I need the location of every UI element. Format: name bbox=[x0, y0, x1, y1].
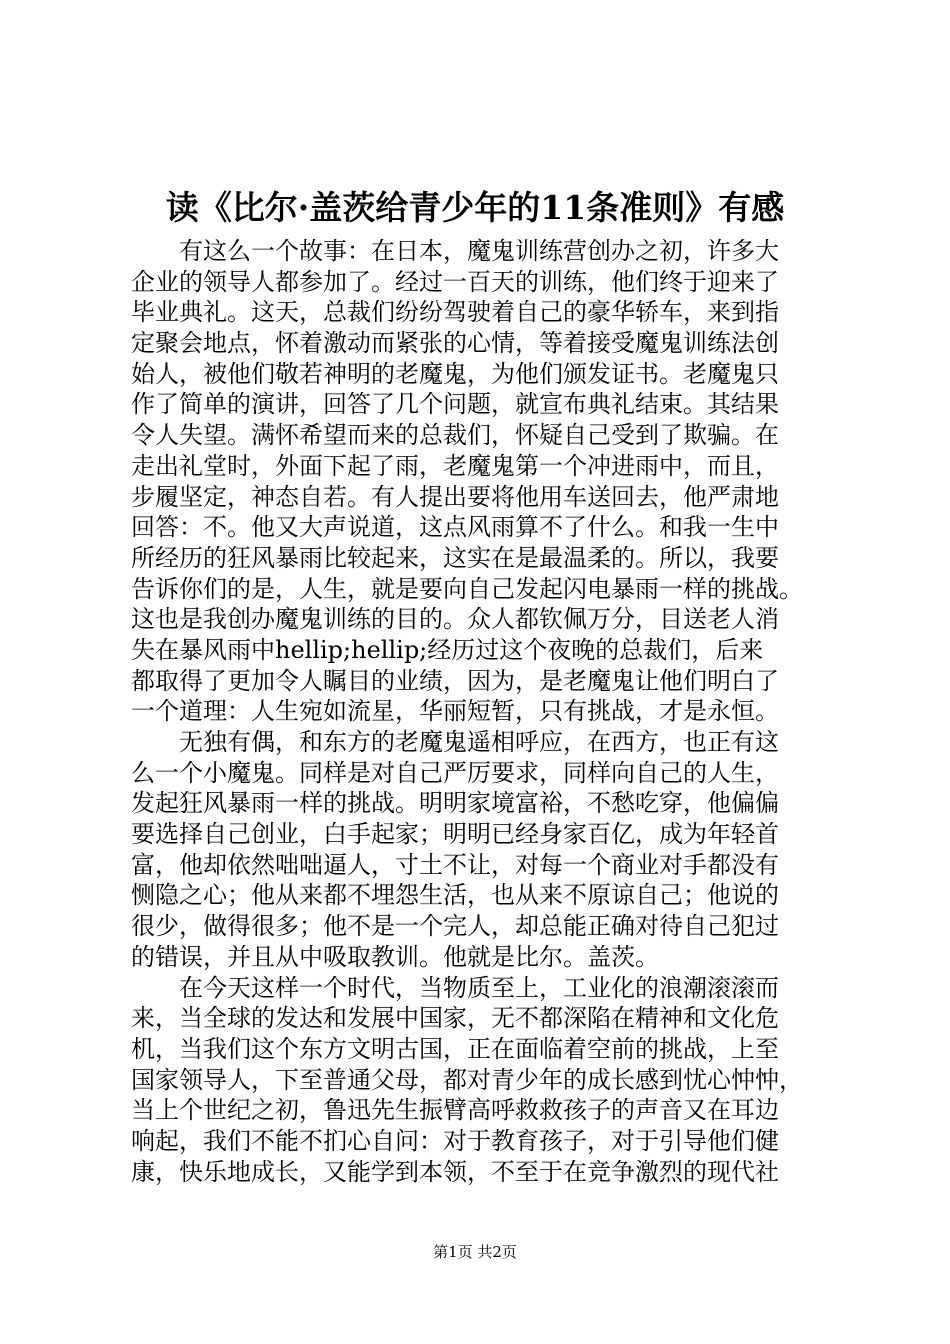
paragraph-2-line: 要选择自己创业，白手起家；明明已经身家百亿，成为年轻首 bbox=[131, 820, 779, 849]
paragraph-1-line: 毕业典礼。这天，总裁们纷纷驾驶着自己的豪华轿车，来到指 bbox=[131, 298, 779, 327]
paragraph-1-line: 定聚会地点，怀着激动而紧张的心情，等着接受魔鬼训练法创 bbox=[131, 329, 779, 358]
paragraph-1-line: 企业的领导人都参加了。经过一百天的训练，他们终于迎来了 bbox=[131, 267, 779, 296]
paragraph-2-line: 发起狂风暴雨一样的挑战。明明家境富裕，不愁吃穿，他偏偏 bbox=[131, 789, 779, 818]
paragraph-1-line: 一个道理：人生宛如流星，华丽短暂，只有挑战，才是永恒。 bbox=[131, 697, 779, 726]
paragraph-3-line: 机，当我们这个东方文明古国，正在面临着空前的挑战，上至 bbox=[131, 1034, 779, 1063]
paragraph-3-line: 来，当全球的发达和发展中国家，无不都深陷在精神和文化危 bbox=[131, 1004, 779, 1033]
paragraph-3-line: 响起，我们不能不扪心自问：对于教育孩子，对于引导他们健 bbox=[131, 1126, 779, 1155]
paragraph-1-line: 回答：不。他又大声说道，这点风雨算不了什么。和我一生中 bbox=[131, 513, 779, 542]
paragraph-3-line: 当上个世纪之初，鲁迅先生振臂高呼救救孩子的声音又在耳边 bbox=[131, 1096, 779, 1125]
paragraph-1-line: 走出礼堂时，外面下起了雨，老魔鬼第一个冲进雨中，而且， bbox=[131, 451, 779, 480]
paragraph-3-line: 在今天这样一个时代，当物质至上，工业化的浪潮滚滚而 bbox=[179, 973, 779, 1002]
paragraph-2-line: 恻隐之心；他从来都不埋怨生活，也从来不原谅自己；他说的 bbox=[131, 881, 779, 910]
paragraph-1-line: 作了简单的演讲，回答了几个问题，就宣布典礼结束。其结果 bbox=[131, 390, 779, 419]
paragraph-2-line: 么一个小魔鬼。同样是对自己严厉要求，同样向自己的人生， bbox=[131, 758, 779, 787]
paragraph-1-line: 失在暴风雨中hellip;hellip;经历过这个夜晚的总裁们，后来 bbox=[131, 635, 764, 664]
page-footer: 第1页 共2页 bbox=[433, 1243, 517, 1261]
paragraph-3-line: 国家领导人，下至普通父母，都对青少年的成长感到忧心忡忡， bbox=[131, 1065, 803, 1094]
paragraph-3-line: 康，快乐地成长，又能学到本领，不至于在竞争激烈的现代社 bbox=[131, 1157, 779, 1186]
page-title: 读《比尔·盖茨给青少年的11条准则》有感 bbox=[165, 188, 785, 227]
paragraph-1-line: 所经历的狂风暴雨比较起来，这实在是最温柔的。所以，我要 bbox=[131, 543, 779, 572]
paragraph-1-line: 有这么一个故事：在日本，魔鬼训练营创办之初，许多大 bbox=[179, 237, 779, 265]
paragraph-1-line: 令人失望。满怀希望而来的总裁们，怀疑自己受到了欺骗。在 bbox=[131, 421, 779, 450]
paragraph-1-line: 告诉你们的是，人生，就是要向自己发起闪电暴雨一样的挑战。 bbox=[131, 574, 803, 603]
paragraph-1-line: 都取得了更加令人瞩目的业绩，因为，是老魔鬼让他们明白了 bbox=[131, 666, 779, 695]
paragraph-1-line: 始人，被他们敬若神明的老魔鬼，为他们颁发证书。老魔鬼只 bbox=[131, 359, 779, 388]
paragraph-1-line: 步履坚定，神态自若。有人提出要将他用车送回去，他严肃地 bbox=[131, 482, 779, 511]
paragraph-2-line: 很少，做得很多；他不是一个完人，却总能正确对待自己犯过 bbox=[131, 912, 779, 941]
paragraph-2-line: 的错误，并且从中吸取教训。他就是比尔。盖茨。 bbox=[131, 942, 659, 971]
body-text bbox=[131, 236, 831, 1187]
paragraph-2-line: 富，他却依然咄咄逼人，寸土不让，对每一个商业对手都没有 bbox=[131, 850, 779, 879]
paragraph-2-line: 无独有偶，和东方的老魔鬼遥相呼应，在西方，也正有这 bbox=[179, 728, 779, 756]
paragraph-1-line: 这也是我创办魔鬼训练的目的。众人都钦佩万分，目送老人消 bbox=[131, 605, 779, 634]
